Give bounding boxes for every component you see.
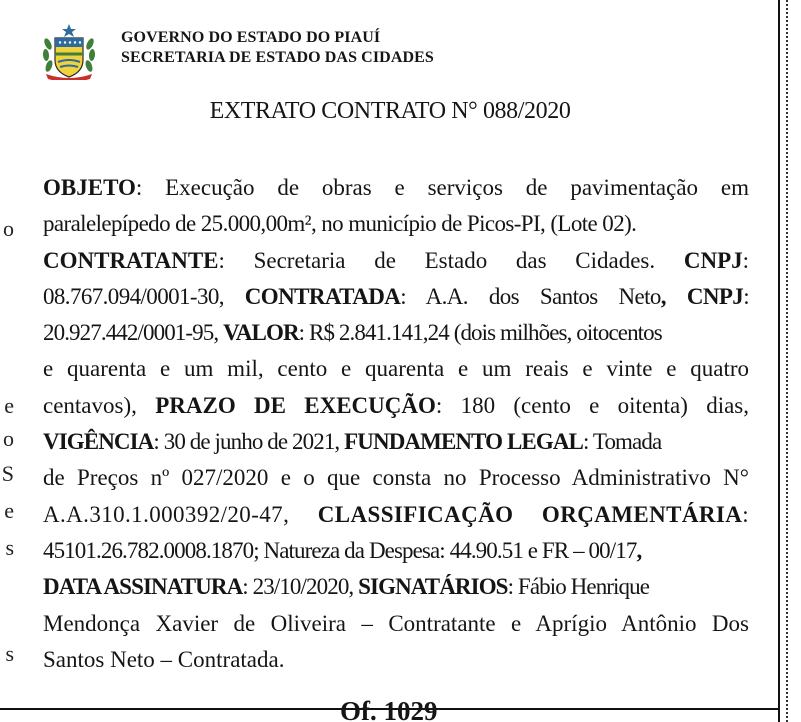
body-line: Santos Neto – Contratada. [43,646,285,672]
body-line: CONTRATANTE: Secretaria de Estado das Cidades. CNPJ: [43,247,750,273]
body-line: de Preços nº 027/2020 e o que consta no Processo Administrativo N° [43,465,749,491]
label-contratada: CONTRATADA [244,283,401,309]
fragment-letter: s [5,537,14,559]
fragment-letter: s [5,643,14,665]
document-header [121,28,434,68]
body-line: DATA ASSINATURA: 23/10/2020, SIGNATÁRIOS: Fábio Henrique [43,574,650,600]
body-line: 20.927.442/0001-95, VALOR: R$ 2.841.141,24 (dois milhões, oitocentos [43,320,662,346]
body-line: centavos), PRAZO DE EXECUÇÃO: 180 (cento e oitenta) dias, [43,392,750,418]
label-objeto: OBJETO [43,175,136,200]
fragment-letter: o [3,428,14,450]
body-line: OBJETO: Execução de obras e serviços de pavimentação em [43,175,749,200]
label-classificacao-orcamentaria: CLASSIFICAÇÃO ORÇAMENTÁRIA [317,501,743,527]
body-line: 45101.26.782.0008.1870; Natureza da Despesa: 44.90.51 e FR – 00/17, [43,537,642,563]
body-line: A.A.310.1.000392/20-47, CLASSIFICAÇÃO ORÇAMENTÁRIA: [43,501,750,527]
header-government: GOVERNO DO ESTADO DO PIAUÍ [121,29,381,46]
label-contratante: CONTRATANTE [43,247,219,273]
body-line: 08.767.094/0001-30, CONTRATADA: A.A. dos Santos Neto, CNPJ: [43,283,749,309]
label-data-assinatura: DATA ASSINATURA [43,574,243,600]
document-title: EXTRATO CONTRATO N° 088/2020 [209,98,571,124]
fragment-letter: S [1,463,14,485]
state-coat-of-arms-icon [40,22,98,80]
label-fundamento-legal: FUNDAMENTO LEGAL [344,429,583,455]
contract-extract-body [43,170,749,678]
label-cnpj-contratada: , CNPJ [660,283,744,309]
body-line: VIGÊNCIA: 30 de junho de 2021, FUNDAMENTO LEGAL: Tomada [43,429,662,455]
page-border-dotted [786,0,788,722]
label-signatarios: SIGNATÁRIOS [358,574,508,600]
header-secretariat: SECRETARIA DE ESTADO DAS CIDADES [121,49,434,66]
body-line: Mendonça Xavier de Oliveira – Contratante e Aprígio Antônio Dos [43,610,749,636]
fragment-letter: o [3,218,14,240]
fragment-letter: e [4,395,14,417]
label-valor: VALOR [223,320,299,346]
body-line: paralelepípedo de 25.000,00m², no município de Picos-PI, (Lote 02). [43,211,637,237]
label-cnpj: CNPJ [683,247,743,273]
label-vigencia: VIGÊNCIA [43,429,154,455]
body-line: e quarenta e um mil, cento e quarenta e um reais e vinte e quatro [43,356,749,382]
office-reference: Of. 1029 [340,696,438,722]
label-prazo-execucao: PRAZO DE EXECUÇÃO [155,392,436,418]
fragment-letter: e [4,500,14,522]
